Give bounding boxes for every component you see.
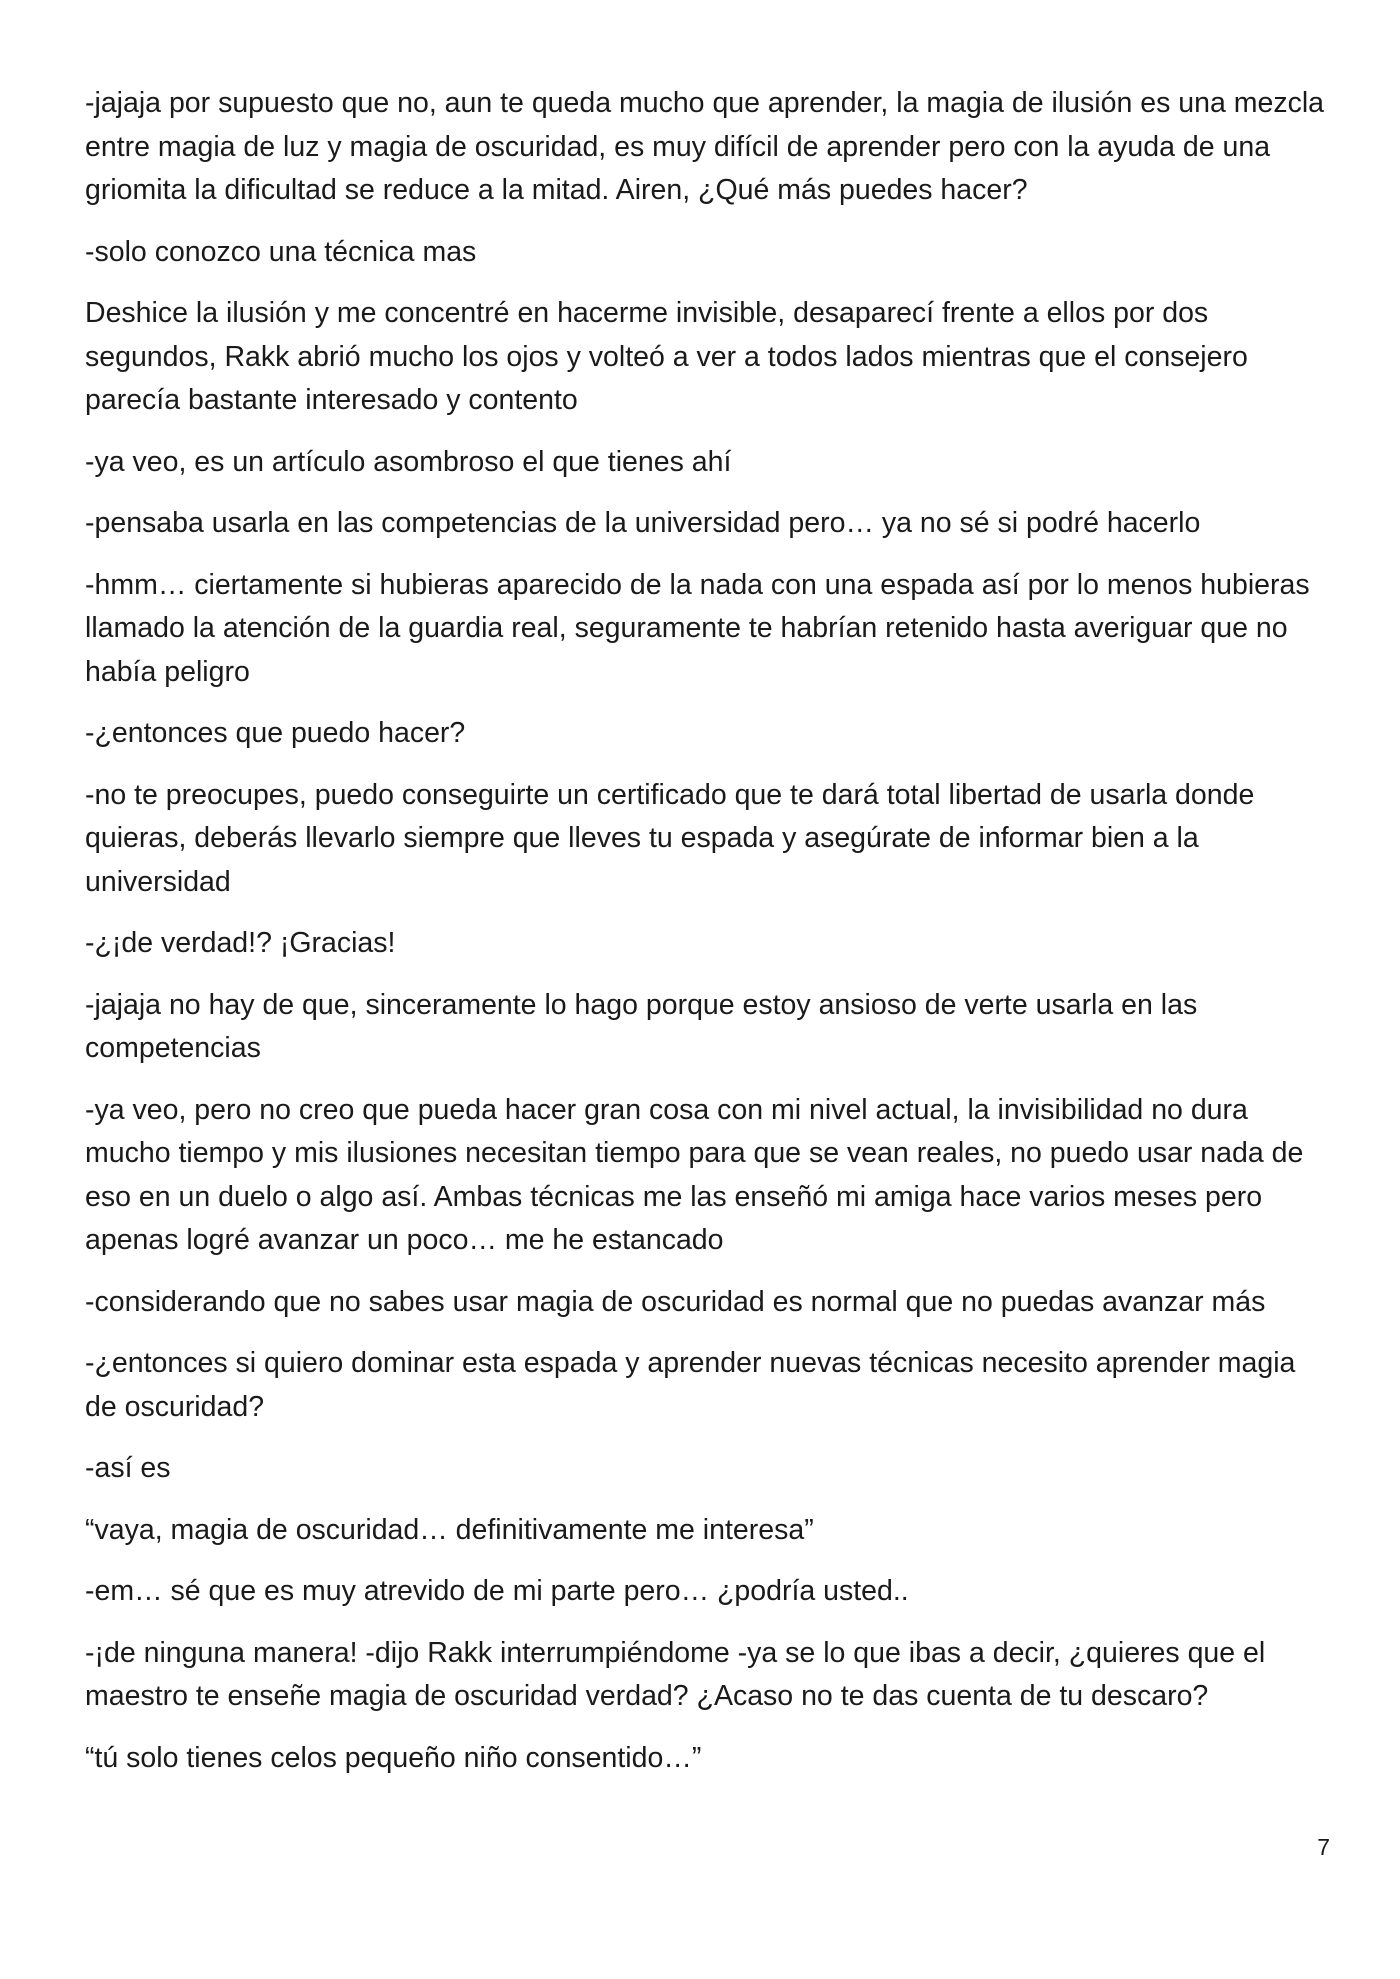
paragraph: -ya veo, pero no creo que pueda hacer gran cosa con mi nivel actual, la invisibilidad no dura mucho tiempo y mis ilusiones necesitan tiempo para que se vean reales, no puedo usar nada de eso en un duelo o algo así. Ambas técnicas me las enseñó mi amiga hace varios meses pero apenas logré avanzar un poco… me he estancado — [85, 1093, 1304, 1256]
paragraph: -así es — [85, 1452, 171, 1484]
paragraph: Deshice la ilusión y me concentré en hacerme invisible, desaparecí frente a ellos por dos segundos, Rakk abrió mucho los ojos y volteó a ver a todos lados mientras que el consejero parecía bastante interesado y contento — [85, 297, 1248, 416]
page-number: 7 — [1317, 1834, 1330, 1860]
paragraph: -¿entonces que puedo hacer? — [85, 717, 466, 749]
paragraph: “vaya, magia de oscuridad… definitivamente me interesa” — [85, 1513, 814, 1546]
paragraph: -jajaja por supuesto que no, aun te queda mucho que aprender, la magia de ilusión es una mezcla entre magia de luz y magia de oscuridad, es muy difícil de aprender pero con la ayuda de una griomita la dificultad se reduce a la mitad. Airen, ¿Qué más puedes hacer? — [85, 87, 1324, 206]
paragraph: -em… sé que es muy atrevido de mi parte pero… ¿podría usted.. — [85, 1575, 909, 1607]
paragraph: -¿entonces si quiero dominar esta espada y aprender nuevas técnicas necesito aprender magia de oscuridad? — [85, 1347, 1296, 1423]
paragraph: -hmm… ciertamente si hubieras aparecido de la nada con una espada así por lo menos hubieras llamado la atención de la guardia real, seguramente te habrían retenido hasta averiguar que no había peligro — [85, 568, 1310, 688]
paragraph: -¿¡de verdad!? ¡Gracias! — [85, 927, 396, 959]
paragraph: -ya veo, es un artículo asombroso el que tienes ahí — [85, 445, 732, 478]
paragraph: -solo conozco una técnica mas — [85, 235, 477, 268]
paragraph: -jajaja no hay de que, sinceramente lo hago porque estoy ansioso de verte usarla en las competencias — [85, 988, 1198, 1064]
paragraph: -pensaba usarla en las competencias de la universidad pero… ya no sé si podré hacerlo — [85, 507, 1201, 539]
paragraph: -considerando que no sabes usar magia de oscuridad es normal que no puedas avanzar más — [85, 1285, 1266, 1318]
body-text — [85, 82, 1325, 1798]
paragraph: -¡de ninguna manera! -dijo Rakk interrumpiéndome -ya se lo que ibas a decir, ¿quieres que el maestro te enseñe magia de oscuridad verdad? ¿Acaso no te das cuenta de tu descaro? — [85, 1636, 1266, 1712]
paragraph: -no te preocupes, puedo conseguirte un certificado que te dará total libertad de usarla donde quieras, deberás llevarlo siempre que lleves tu espada y asegúrate de informar bien a la universidad — [85, 778, 1255, 898]
paragraph: “tú solo tienes celos pequeño niño consentido…” — [85, 1741, 702, 1774]
